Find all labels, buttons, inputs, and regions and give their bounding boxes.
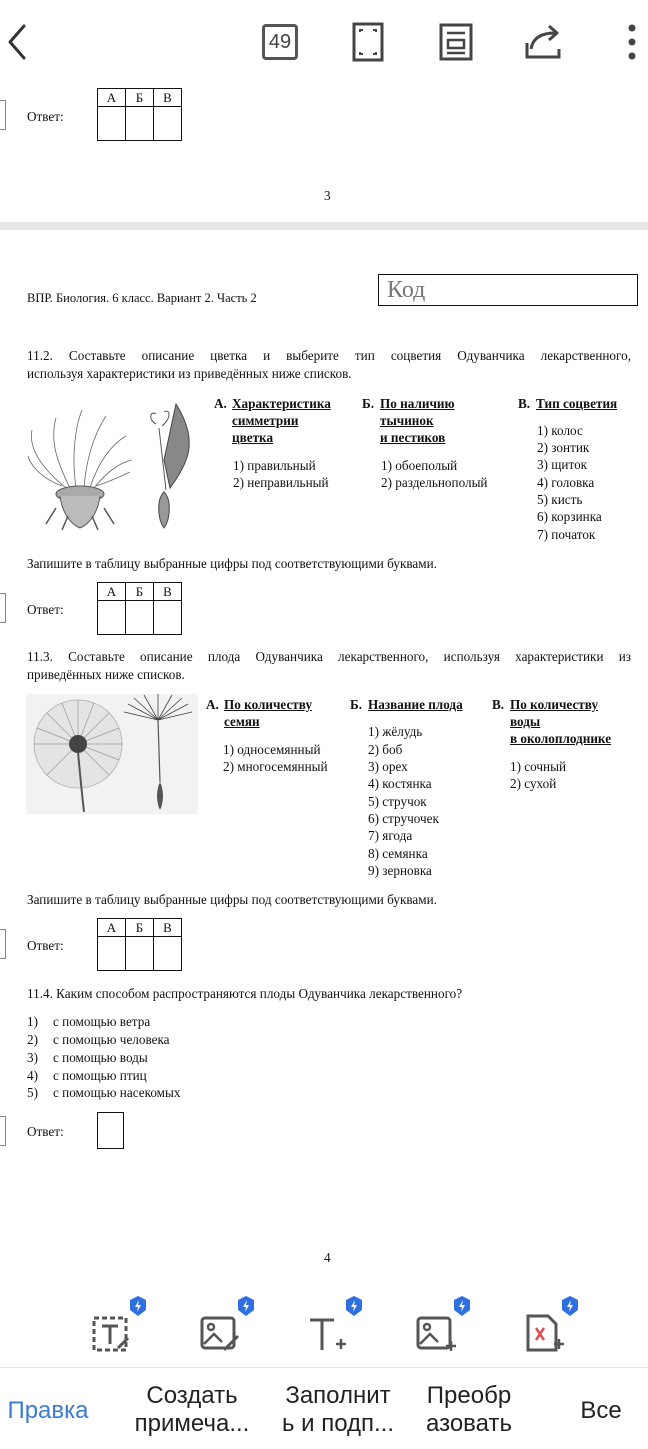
q113-answer-table	[97, 918, 182, 971]
q112-colC-option: 1) колос	[537, 423, 583, 438]
q113-colB-title: Название плода	[368, 697, 463, 712]
col-c: В	[154, 919, 182, 937]
page-number: 3	[324, 188, 331, 203]
q113-colC-title: воды	[510, 714, 541, 729]
q113-answer-label: Ответ:	[27, 938, 64, 953]
share-icon[interactable]	[522, 22, 566, 62]
premium-badge-icon	[452, 1296, 472, 1316]
edit-image-button[interactable]	[196, 1296, 256, 1356]
premium-badge-icon	[344, 1296, 364, 1316]
q112-colB-option: 2) раздельнополый	[381, 475, 488, 490]
q113-instruction: Запишите в таблицу выбранные цифры под соответствующими буквами.	[27, 892, 437, 907]
answer-cell-c[interactable]	[154, 601, 182, 635]
page-3	[0, 88, 648, 222]
page-count-icon[interactable]	[261, 22, 299, 62]
q112-colC-option: 6) корзинка	[537, 509, 602, 524]
nav-convert[interactable]	[414, 1382, 524, 1438]
fullscreen-icon[interactable]	[350, 22, 386, 62]
q112-colC-option: 7) початок	[537, 527, 596, 542]
answer-cell-b[interactable]	[126, 937, 154, 971]
premium-badge-icon	[128, 1296, 148, 1316]
q113-colC-option: 1) сочный	[510, 759, 566, 774]
col-a: А	[98, 583, 126, 601]
col-a: А	[98, 919, 126, 937]
q114-option: с помощью воды	[53, 1050, 148, 1065]
add-text-button[interactable]	[304, 1296, 364, 1356]
answer-cell-c[interactable]	[154, 107, 182, 141]
q114-text: 11.4. Каким способом распространяются плоды Одуванчика лекарственного?	[27, 986, 463, 1001]
q114-option-num: 4)	[27, 1068, 38, 1083]
q112-colB-title: и пестиков	[380, 430, 446, 445]
nav-edit[interactable]	[4, 1397, 92, 1425]
answer-cell-b[interactable]	[126, 107, 154, 141]
answer-cell-a[interactable]	[98, 601, 126, 635]
q113-text-line1: 11.3. Составьте описание плода Одуванчика лекарственного, используя характеристики из	[27, 649, 631, 664]
page-count: 49	[262, 24, 298, 60]
back-icon[interactable]	[2, 22, 32, 62]
page-margin-marker	[0, 1116, 6, 1146]
q113-colC-title: По количеству	[510, 697, 599, 712]
q112-text-line1: 11.2. Составьте описание цветка и выберите тип соцветия Одуванчика лекарственного,	[27, 348, 631, 363]
q112-colC-title: Тип соцветия	[536, 396, 618, 411]
q113-colA-option: 1) односемянный	[223, 742, 321, 757]
q114-option: с помощью человека	[53, 1032, 170, 1047]
q112-colA-option: 2) неправильный	[233, 475, 329, 490]
add-text-note-icon	[92, 1314, 132, 1354]
q112-colA-title: Характеристика	[232, 396, 331, 411]
q112-colB-option: 1) обоеполый	[381, 458, 458, 473]
q114-option: с помощью ветра	[53, 1014, 151, 1029]
col-c: В	[154, 583, 182, 601]
q113-colC-letter: В.	[492, 697, 505, 712]
answer-table	[97, 88, 182, 141]
add-image-button[interactable]	[412, 1296, 472, 1356]
col-b: Б	[126, 583, 154, 601]
top-toolbar	[0, 0, 648, 88]
q113-colB-option: 9) зерновка	[368, 863, 432, 878]
col-b: Б	[126, 919, 154, 937]
q113-text-line2: приведённых ниже списков.	[27, 667, 185, 682]
answer-cell-a[interactable]	[98, 107, 126, 141]
page-margin-marker	[0, 100, 6, 130]
q113-colB-option: 3) орех	[368, 759, 408, 774]
col-a: А	[98, 89, 126, 107]
convert-pdf-button[interactable]	[520, 1296, 580, 1356]
q112-colB-title: По наличию	[380, 396, 455, 411]
bottom-toolbar	[0, 1284, 648, 1449]
q112-colA-title: цветка	[232, 430, 274, 445]
code-field[interactable]: Код	[378, 274, 638, 306]
more-icon[interactable]	[622, 22, 642, 62]
q113-colB-option: 5) стручок	[368, 794, 427, 809]
convert-pdf-icon	[524, 1314, 566, 1354]
add-text-note-button[interactable]	[88, 1296, 148, 1356]
answer-cell-c[interactable]	[154, 937, 182, 971]
q112-text-line2: используя характеристики из приведённых ниже списков.	[27, 366, 352, 381]
q112-colA-title: симметрии	[232, 413, 299, 428]
q114-option-num: 1)	[27, 1014, 38, 1029]
premium-badge-icon	[236, 1296, 256, 1316]
nav-fill-sign-label: Заполнит	[285, 1382, 391, 1409]
answer-cell-a[interactable]	[98, 937, 126, 971]
nav-create-note[interactable]	[130, 1382, 254, 1438]
nav-convert-label: азовать	[426, 1410, 512, 1437]
q113-colB-option: 1) жёлудь	[368, 724, 423, 739]
nav-fill-sign-label: ь и подп...	[281, 1410, 395, 1437]
col-c: В	[154, 89, 182, 107]
q112-instruction: Запишите в таблицу выбранные цифры под соответствующими буквами.	[27, 556, 437, 571]
q112-colA-option: 1) правильный	[233, 458, 316, 473]
answer-label: Ответ:	[27, 109, 64, 124]
q112-colC-option: 2) зонтик	[537, 440, 590, 455]
q112-colC-option: 3) щиток	[537, 457, 588, 472]
col-b: Б	[126, 89, 154, 107]
nav-all-label: Все	[580, 1397, 622, 1424]
dandelion-flower-illustration	[26, 400, 206, 532]
nav-fill-sign[interactable]	[276, 1382, 400, 1438]
q112-answer-label: Ответ:	[27, 602, 64, 617]
q113-colA-title: По количеству	[224, 697, 313, 712]
page-number: 4	[324, 1250, 331, 1265]
q114-option-num: 5)	[27, 1085, 38, 1100]
q112-colC-letter: В.	[518, 396, 531, 411]
nav-create-note-label: Создать	[146, 1382, 238, 1409]
q113-colB-option: 8) семянка	[368, 846, 428, 861]
premium-badge-icon	[560, 1296, 580, 1316]
q112-colB-letter: Б.	[362, 396, 375, 411]
q112-colC-option: 4) головка	[537, 475, 595, 490]
nav-convert-label: Преобр	[426, 1382, 512, 1409]
page-margin-marker	[0, 929, 6, 959]
add-text-icon	[306, 1314, 348, 1354]
page-divider	[0, 222, 648, 230]
bottom-divider	[0, 1367, 648, 1368]
q113-colA-option: 2) многосемянный	[223, 759, 328, 774]
q113-colC-title: в околоплоднике	[510, 731, 612, 746]
page-margin-marker	[0, 593, 6, 623]
nav-create-note-label: примеча...	[134, 1410, 250, 1437]
nav-all[interactable]	[566, 1397, 636, 1425]
q114-option: с помощью насекомых	[53, 1085, 181, 1100]
q114-answer-cell[interactable]	[97, 1112, 124, 1149]
nav-edit-label: Правка	[7, 1397, 89, 1424]
q114-option-num: 2)	[27, 1032, 38, 1047]
q113-colB-option: 6) стручочек	[368, 811, 439, 826]
q112-colA-letter: А.	[214, 396, 227, 411]
edit-image-icon	[200, 1314, 240, 1354]
add-image-icon	[416, 1314, 458, 1354]
q112-colC-option: 5) кисть	[537, 492, 583, 507]
dandelion-seedhead-illustration	[26, 694, 198, 814]
q113-colB-option: 2) боб	[368, 742, 403, 757]
q113-colC-option: 2) сухой	[510, 776, 557, 791]
q114-answer-label: Ответ:	[27, 1124, 64, 1139]
q114-option: с помощью птиц	[53, 1068, 147, 1083]
q113-colA-title: семян	[224, 714, 260, 729]
reading-mode-icon[interactable]	[437, 22, 475, 62]
q112-colB-title: тычинок	[380, 413, 434, 428]
q112-answer-table	[97, 582, 182, 635]
q113-colB-option: 7) ягода	[368, 828, 413, 843]
answer-cell-b[interactable]	[126, 601, 154, 635]
page-header: ВПР. Биология. 6 класс. Вариант 2. Часть 2	[27, 291, 257, 305]
q114-option-num: 3)	[27, 1050, 38, 1065]
q113-colA-letter: А.	[206, 697, 219, 712]
q113-colB-letter: Б.	[350, 697, 363, 712]
q113-colB-option: 4) костянка	[368, 776, 432, 791]
